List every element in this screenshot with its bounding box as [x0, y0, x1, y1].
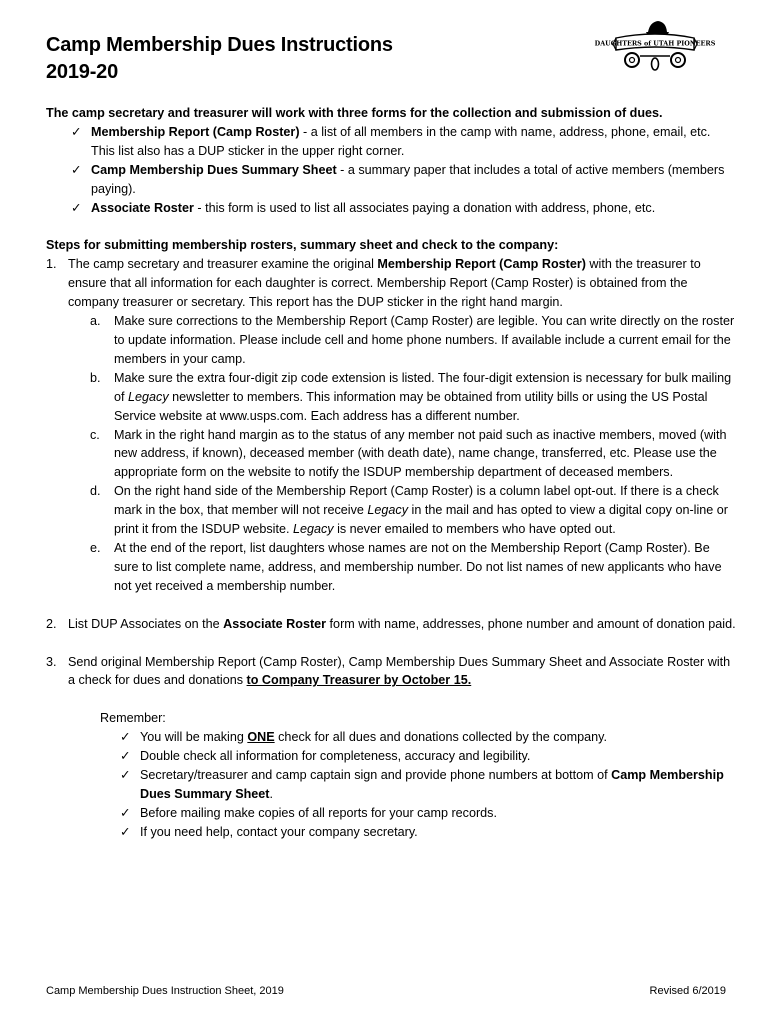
steps-heading: Steps for submitting membership rosters, summary sheet and check to the company: [46, 238, 559, 253]
list-item: d. On the right hand side of the Membership Report (Camp Roster) is a column label opt-out. If there is a check mark in the box, that member will not receive Legacy in the mail and has opted to view a digital copy on-line or print it from the ISDUP website. Legacy is never emailed to members who have opted out. [90, 484, 728, 537]
list-item: ✓ You will be making ONE check for all dues and donations collected by the company. [120, 728, 736, 747]
check-mark-icon: ✓ [120, 768, 131, 783]
check-mark-icon: ✓ [71, 162, 82, 177]
list-item: a. Make sure corrections to the Membership Report (Camp Roster) are legible. You can write directly on the roster to update information. Please include cell and home phone numbers. If available include a current email for the members in your camp. [90, 314, 735, 366]
step-3: 3. Send original Membership Report (Camp Roster), Camp Membership Dues Summary Sheet and Associate Roster with a check for dues and donations to Company Treasurer by October 15. [46, 654, 731, 688]
title-line-1: Camp Membership Dues Instructions [46, 34, 393, 56]
list-item: ✓ Secretary/treasurer and camp captain sign and provide phone numbers at bottom of Camp Membership Dues Summary Sheet. [120, 768, 724, 801]
list-item: c. Mark in the right hand margin as to the status of any member not paid such as inactive members, moved (with new address, if known), deceased member (with death date), name change, transferred, etc. Please use the appropriate form on the website to notify the ISDUP membership department of deceased members. [90, 427, 727, 480]
check-mark-icon: ✓ [120, 805, 131, 820]
check-mark-icon: ✓ [120, 749, 131, 764]
title-line-2: 2019-20 [46, 61, 118, 83]
check-mark-icon: ✓ [120, 730, 131, 745]
footer-left: Camp Membership Dues Instruction Sheet, 2019 [46, 985, 284, 997]
footer-right: Revised 6/2019 [649, 985, 726, 997]
steps-list [46, 255, 736, 690]
list-item: ✓ Associate Roster - this form is used to list all associates paying a donation with address, phone, etc. [71, 199, 736, 218]
list-item: ✓ If you need help, contact your company secretary. [120, 823, 736, 842]
remember-label: Remember: [100, 711, 166, 726]
check-mark-icon: ✓ [120, 824, 131, 839]
step-1: 1. The camp secretary and treasurer examine the original Membership Report (Camp Roster) with the treasurer to ensure that all information for each daughter is correct. Membership Report (Camp Roster) is obtained from the company treasurer or secretary. This report has the DUP sticker in the right hand margin. a. Make sure corrections to the Membership Report (Camp Roster) are legible. You can write directly on the roster to update information. Please include cell and home phone numbers. If available include a current email for the members in your camp. b. Make sure the extra four-digit zip code extension is listed. The four-digit extension is necessary for bulk mailing of Legacy newsletter to members. This information may be obtained from utility bills or using the US Postal Service website at www.usps.com. Each address has a different number. c. Mark in the right hand margin as to the status of any member not paid such as inactive members, moved (with new address, if known), deceased member (with death date), name change, transferred, etc. Please use the appropriate form on the website to notify the ISDUP membership department of deceased members. d. On the right hand side of the Membership Report (Camp Roster) is a column label opt-out. If there is a check mark in the box, that member will not receive Legacy in the mail and has opted to view a digital copy on-line or print it from the ISDUP website. Legacy is never emailed to members who have opted out. e. At the end of the report, list daughters whose names are not on the Membership Report (Camp Roster). Be sure to list complete name, address, and membership number. Do not list names of new applicants who have not yet received a membership number. [46, 255, 736, 595]
remember-section [46, 709, 736, 841]
page-title [46, 32, 393, 86]
logo-text: DAUGHTERS of UTAH PIONEERS [594, 39, 716, 48]
page-footer [46, 984, 726, 998]
intro-text: The camp secretary and treasurer will work with three forms for the collection and submission of dues. [46, 106, 663, 120]
list-item: ✓ Double check all information for completeness, accuracy and legibility. [120, 747, 736, 766]
remember-list [100, 728, 736, 841]
list-item: b. Make sure the extra four-digit zip code extension is listed. The four-digit extension is necessary for bulk mailing of Legacy newsletter to members. This information may be obtained from utility bills or using the US Postal Service website at www.usps.com. Each address has a different number. [90, 370, 732, 423]
document-body [46, 104, 736, 842]
check-mark-icon: ✓ [71, 200, 82, 215]
check-mark-icon: ✓ [71, 124, 82, 139]
step-2: 2. List DUP Associates on the Associate Roster form with name, addresses, phone number and amount of donation paid. [46, 616, 736, 631]
step-1-substeps [68, 312, 736, 596]
list-item: ✓ Membership Report (Camp Roster) - a list of all members in the camp with name, address, phone, email, etc. This list also has a DUP sticker in the upper right corner. [71, 124, 711, 158]
forms-list [46, 123, 736, 218]
bonnet-wagon-logo-icon [594, 18, 716, 74]
list-item: ✓ Before mailing make copies of all reports for your camp records. [120, 804, 736, 823]
list-item: ✓ Camp Membership Dues Summary Sheet - a summary paper that includes a total of active members (members paying). [71, 162, 725, 196]
list-item: e. At the end of the report, list daughters whose names are not on the Membership Report (Camp Roster). Be sure to list complete name, address, and membership number. Do not list names of new applicants who have not yet received a membership number. [90, 540, 722, 593]
